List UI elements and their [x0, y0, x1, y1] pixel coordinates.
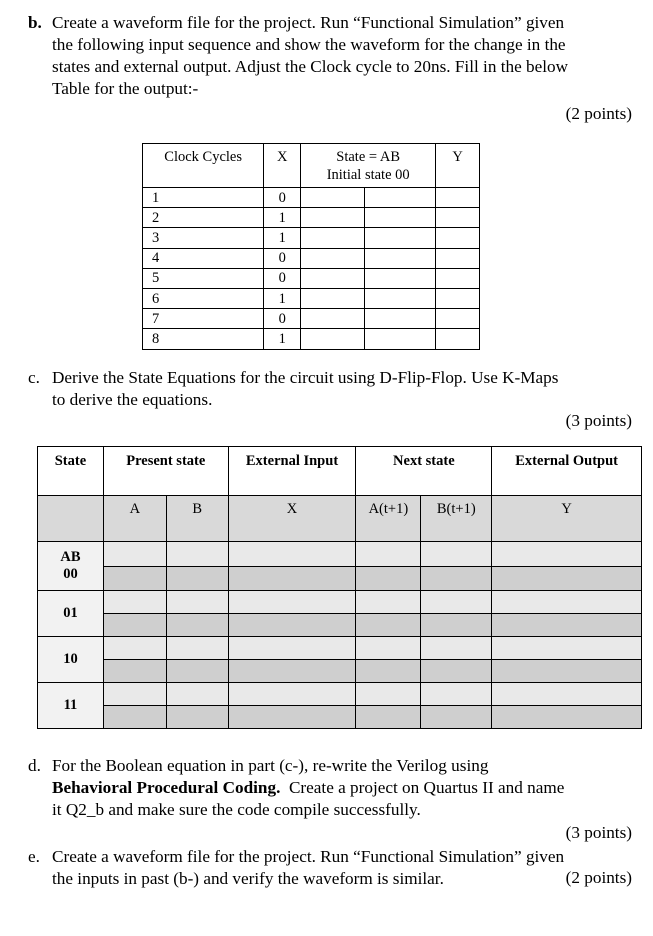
- state-b-cell[interactable]: [364, 268, 436, 288]
- state-b-cell[interactable]: [364, 309, 436, 329]
- y-cell[interactable]: [492, 683, 642, 706]
- b-next-cell[interactable]: [421, 614, 492, 637]
- y-subheader: Y: [492, 496, 642, 542]
- cycle-cell: 2: [143, 208, 264, 228]
- a-cell[interactable]: [103, 683, 166, 706]
- part-e: [28, 846, 646, 890]
- table-row: [143, 329, 480, 349]
- state-header: [301, 144, 436, 188]
- b-next-cell[interactable]: [421, 591, 492, 614]
- state-a-cell[interactable]: [301, 268, 365, 288]
- cycle-cell: 1: [143, 188, 264, 208]
- state-label-11: 11: [38, 683, 104, 729]
- x-cell[interactable]: [228, 660, 356, 683]
- table-row: [38, 591, 642, 614]
- table-row: [143, 208, 480, 228]
- b-next-cell[interactable]: [421, 706, 492, 729]
- state-a-cell[interactable]: [301, 288, 365, 308]
- state-header: State: [38, 447, 104, 496]
- x-cell[interactable]: [228, 637, 356, 660]
- y-cell[interactable]: [436, 309, 480, 329]
- table-row: [38, 542, 642, 567]
- part-d-label: d.: [28, 756, 41, 775]
- state-a-cell[interactable]: [301, 329, 365, 349]
- part-c-label: c.: [28, 368, 40, 387]
- cycle-cell: 3: [143, 228, 264, 248]
- state-b-cell[interactable]: [364, 208, 436, 228]
- b-next-subheader: B(t+1): [421, 496, 492, 542]
- part-b-points: (2 points): [565, 104, 632, 123]
- b-subheader: B: [166, 496, 228, 542]
- part-e-label: e.: [28, 847, 40, 866]
- state-a-cell[interactable]: [301, 188, 365, 208]
- cycle-cell: 5: [143, 268, 264, 288]
- state-a-cell[interactable]: [301, 248, 365, 268]
- a-cell[interactable]: [103, 542, 166, 567]
- table-row: [143, 309, 480, 329]
- x-cell[interactable]: [228, 542, 356, 567]
- x-cell: 0: [264, 268, 301, 288]
- a-next-cell[interactable]: [356, 542, 421, 567]
- b-cell[interactable]: [166, 660, 228, 683]
- a-next-subheader: A(t+1): [356, 496, 421, 542]
- a-cell[interactable]: [103, 591, 166, 614]
- x-cell[interactable]: [228, 706, 356, 729]
- state-subheader-blank: [38, 496, 104, 542]
- table-row: [143, 248, 480, 268]
- y-cell[interactable]: [492, 637, 642, 660]
- state-label-01: 01: [38, 591, 104, 637]
- a-next-cell[interactable]: [356, 683, 421, 706]
- table-row: [143, 188, 480, 208]
- table-row: [38, 566, 642, 591]
- a-subheader: A: [103, 496, 166, 542]
- part-b-line4: Table for the output:-: [52, 79, 199, 98]
- part-b-line1: Create a waveform file for the project. Run “Functional Simulation” given: [52, 13, 565, 32]
- state-b-cell[interactable]: [364, 228, 436, 248]
- present-state-header: Present state: [103, 447, 228, 496]
- a-next-cell[interactable]: [356, 706, 421, 729]
- part-d-points: (3 points): [565, 823, 632, 842]
- external-output-header: External Output: [492, 447, 642, 496]
- x-cell: 1: [264, 329, 301, 349]
- y-cell[interactable]: [492, 660, 642, 683]
- state-header-line1: State = AB: [336, 149, 401, 165]
- table-row: [38, 637, 642, 660]
- state-b-cell[interactable]: [364, 288, 436, 308]
- a-cell[interactable]: [103, 660, 166, 683]
- b-cell[interactable]: [166, 683, 228, 706]
- y-header: Y: [436, 144, 480, 188]
- y-cell[interactable]: [436, 268, 480, 288]
- cycle-cell: 7: [143, 309, 264, 329]
- part-b-line3: states and external output. Adjust the Clock cycle to 20ns. Fill in the below: [52, 57, 569, 76]
- state-label-line1: AB: [60, 549, 81, 565]
- part-b-line2: the following input sequence and show the waveform for the change in the: [52, 35, 566, 54]
- state-header-line2: Initial state 00: [326, 167, 410, 183]
- part-d-line2: [52, 777, 646, 799]
- state-a-cell[interactable]: [301, 208, 365, 228]
- table-row: [38, 706, 642, 729]
- x-cell: 0: [264, 309, 301, 329]
- output-table-header: [143, 144, 480, 188]
- b-next-cell[interactable]: [421, 637, 492, 660]
- x-cell[interactable]: [228, 614, 356, 637]
- b-next-cell[interactable]: [421, 566, 492, 591]
- x-cell[interactable]: [228, 683, 356, 706]
- b-cell[interactable]: [166, 566, 228, 591]
- cycle-cell: 8: [143, 329, 264, 349]
- part-e-line1: Create a waveform file for the project. Run “Functional Simulation” given: [52, 847, 565, 866]
- table-row: [38, 614, 642, 637]
- b-cell[interactable]: [166, 637, 228, 660]
- part-c-text: [52, 367, 646, 411]
- part-c-line1: Derive the State Equations for the circuit using D-Flip-Flop. Use K-Maps: [52, 368, 559, 387]
- b-next-cell[interactable]: [421, 542, 492, 567]
- x-cell[interactable]: [228, 566, 356, 591]
- a-next-cell[interactable]: [356, 637, 421, 660]
- part-d-bold: Behavioral Procedural Coding.: [52, 778, 281, 797]
- x-subheader: X: [228, 496, 356, 542]
- table-row: [143, 288, 480, 308]
- part-d-text: [52, 755, 646, 821]
- part-e-text: [52, 846, 646, 890]
- state-table-header: [38, 447, 642, 496]
- y-cell[interactable]: [492, 542, 642, 567]
- y-cell[interactable]: [436, 188, 480, 208]
- y-cell[interactable]: [492, 614, 642, 637]
- part-d-line2-rest: Create a project on Quartus II and name: [280, 778, 565, 797]
- y-cell[interactable]: [492, 706, 642, 729]
- table-row: [143, 268, 480, 288]
- part-d: [28, 755, 646, 821]
- part-d-line3: it Q2_b and make sure the code compile successfully.: [52, 800, 421, 819]
- cycle-cell: 4: [143, 248, 264, 268]
- b-next-cell[interactable]: [421, 683, 492, 706]
- a-next-cell[interactable]: [356, 591, 421, 614]
- part-b-label: b.: [28, 13, 42, 32]
- a-next-cell[interactable]: [356, 660, 421, 683]
- x-cell: 1: [264, 228, 301, 248]
- b-cell[interactable]: [166, 591, 228, 614]
- x-cell: 1: [264, 208, 301, 228]
- y-cell[interactable]: [436, 208, 480, 228]
- state-b-cell[interactable]: [364, 329, 436, 349]
- y-cell[interactable]: [492, 591, 642, 614]
- state-a-cell[interactable]: [301, 228, 365, 248]
- b-cell[interactable]: [166, 706, 228, 729]
- a-cell[interactable]: [103, 614, 166, 637]
- b-next-cell[interactable]: [421, 660, 492, 683]
- cycle-cell: 6: [143, 288, 264, 308]
- x-cell: 0: [264, 248, 301, 268]
- y-cell[interactable]: [492, 566, 642, 591]
- table-row: [143, 228, 480, 248]
- x-header: X: [264, 144, 301, 188]
- state-label-line2: 00: [63, 566, 78, 582]
- state-label-10: 10: [38, 637, 104, 683]
- state-table-subheader: [38, 496, 642, 542]
- state-b-cell[interactable]: [364, 188, 436, 208]
- y-cell[interactable]: [436, 228, 480, 248]
- y-cell[interactable]: [436, 288, 480, 308]
- state-a-cell[interactable]: [301, 309, 365, 329]
- x-cell[interactable]: [228, 591, 356, 614]
- part-b: [28, 12, 646, 100]
- x-cell: 1: [264, 288, 301, 308]
- part-b-text: [52, 12, 646, 100]
- b-cell[interactable]: [166, 542, 228, 567]
- state-b-cell[interactable]: [364, 248, 436, 268]
- table-row: [38, 660, 642, 683]
- part-e-points: (2 points): [565, 868, 632, 887]
- part-e-line2: the inputs in past (b-) and verify the waveform is similar.: [52, 869, 444, 888]
- state-label-00: [38, 542, 104, 591]
- clock-cycles-header: Clock Cycles: [143, 144, 264, 188]
- table-row: [38, 683, 642, 706]
- part-c: [28, 367, 646, 411]
- a-next-cell[interactable]: [356, 614, 421, 637]
- a-cell[interactable]: [103, 566, 166, 591]
- external-input-header: External Input: [228, 447, 356, 496]
- part-c-line2: to derive the equations.: [52, 390, 213, 409]
- a-cell[interactable]: [103, 637, 166, 660]
- state-table: [37, 446, 642, 729]
- part-c-points: (3 points): [565, 411, 632, 430]
- x-cell: 0: [264, 188, 301, 208]
- y-cell[interactable]: [436, 248, 480, 268]
- b-cell[interactable]: [166, 614, 228, 637]
- a-next-cell[interactable]: [356, 566, 421, 591]
- next-state-header: Next state: [356, 447, 492, 496]
- part-d-line1: For the Boolean equation in part (c-), re-write the Verilog using: [52, 756, 489, 775]
- a-cell[interactable]: [103, 706, 166, 729]
- y-cell[interactable]: [436, 329, 480, 349]
- output-table: [142, 143, 480, 350]
